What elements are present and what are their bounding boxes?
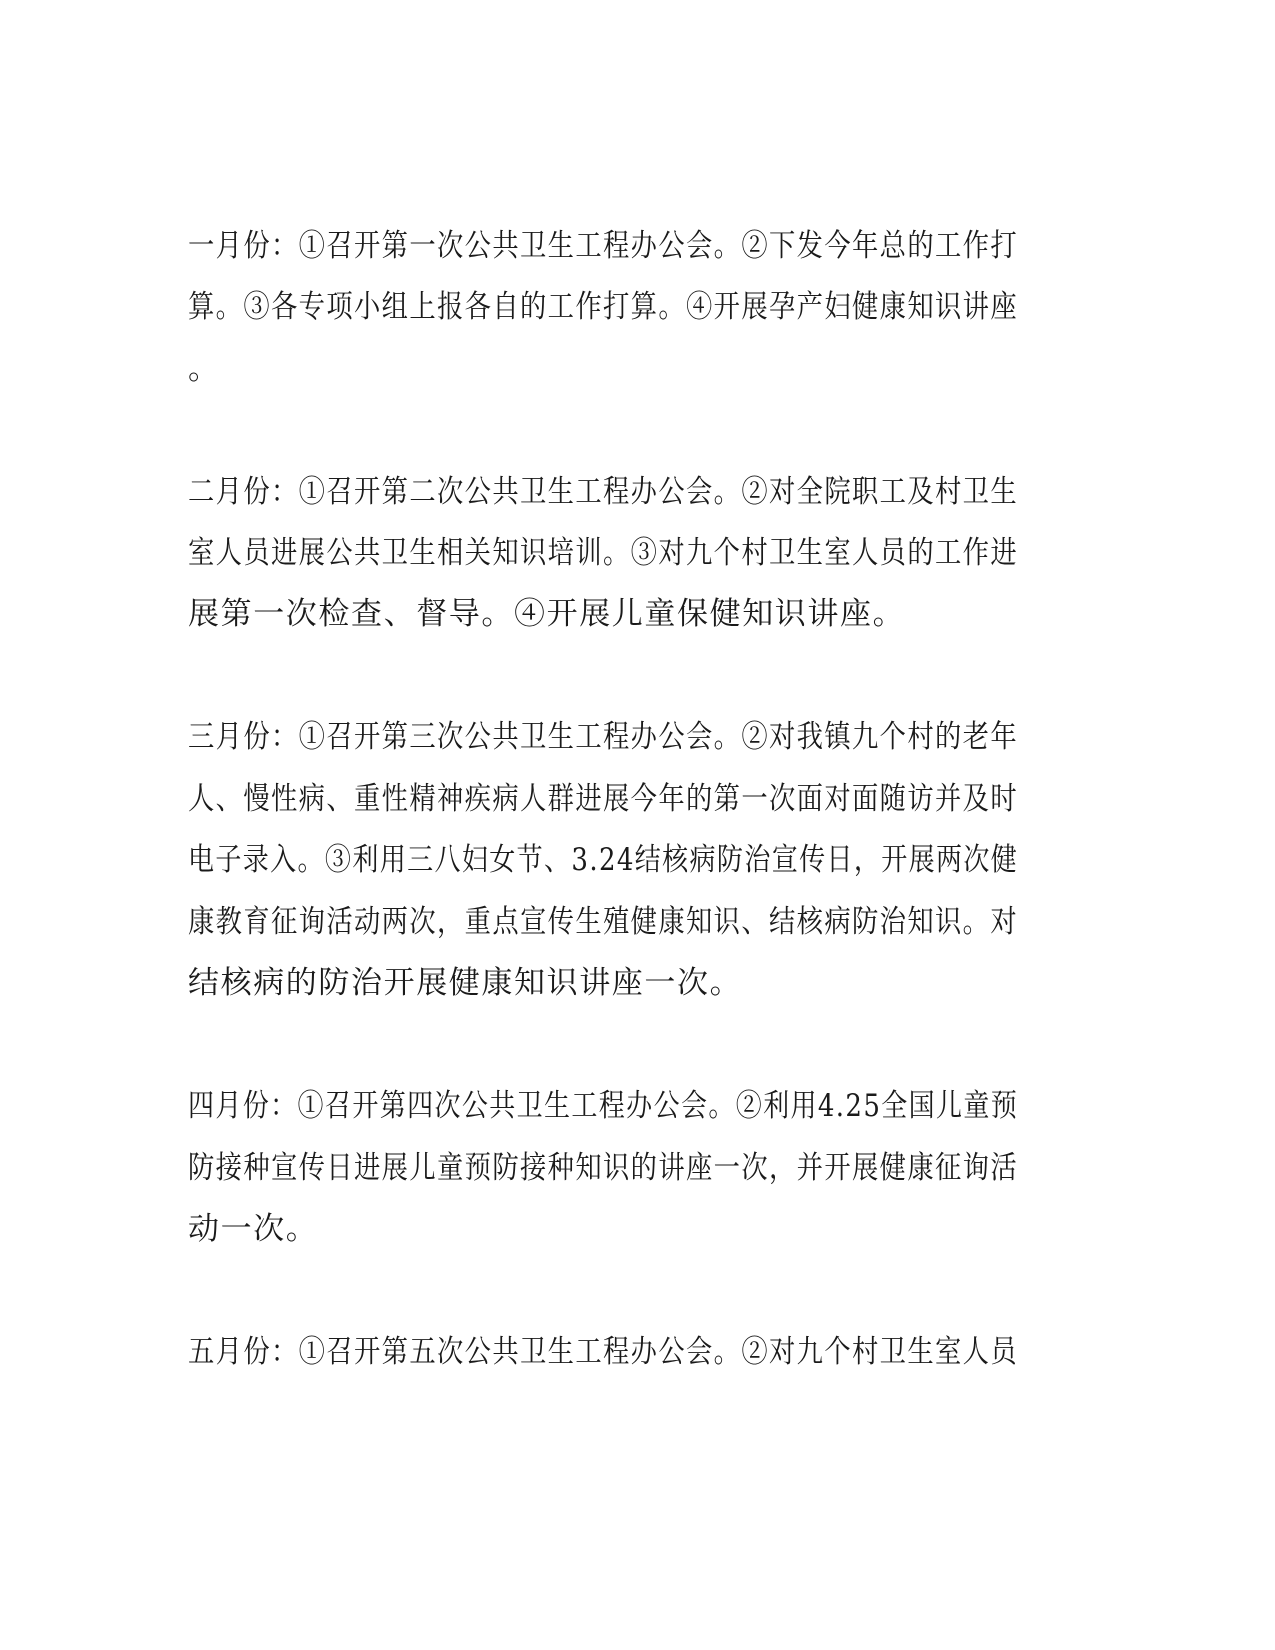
text-line: 展第一次检查、督导。④开展儿童保健知识讲座。 xyxy=(188,596,906,632)
text-line: 。 xyxy=(188,351,221,387)
text-line: 电子录入。③利用三八妇女节、3.24结核病防治宣传日，开展两次健 xyxy=(188,842,1019,878)
text-line: 康教育征询活动两次，重点宣传生殖健康知识、结核病防治知识。对 xyxy=(188,904,1018,940)
text-line: 算。③各专项小组上报各自的工作打算。④开展孕产妇健康知识讲座 xyxy=(188,289,1018,325)
text-line: 人、慢性病、重性精神疾病人群进展今年的第一次面对面随访并及时 xyxy=(188,781,1018,817)
text-line: 五月份：①召开第五次公共卫生工程办公会。②对九个村卫生室人员 xyxy=(188,1334,1018,1370)
text-line: 四月份：①召开第四次公共卫生工程办公会。②利用4.25全国儿童预 xyxy=(188,1088,1019,1124)
text-line: 室人员进展公共卫生相关知识培训。③对九个村卫生室人员的工作进 xyxy=(188,535,1018,571)
text-line: 防接种宣传日进展儿童预防接种知识的讲座一次，并开展健康征询活 xyxy=(188,1150,1018,1186)
text-line: 一月份：①召开第一次公共卫生工程办公会。②下发今年总的工作打 xyxy=(188,228,1018,264)
text-line: 二月份：①召开第二次公共卫生工程办公会。②对全院职工及村卫生 xyxy=(188,474,1018,510)
text-line: 结核病的防治开展健康知识讲座一次。 xyxy=(188,965,743,1001)
text-line: 三月份：①召开第三次公共卫生工程办公会。②对我镇九个村的老年 xyxy=(188,719,1018,755)
text-line: 动一次。 xyxy=(188,1211,319,1247)
